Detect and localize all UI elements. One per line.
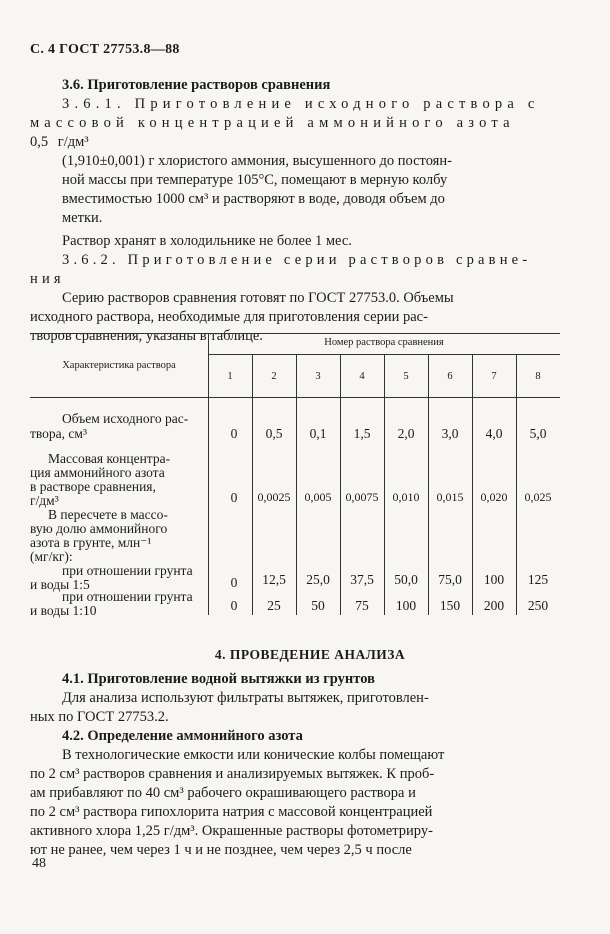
row3-label-4: (мг/кг): [30,549,73,564]
table-num-6: 6 [447,371,453,382]
table-num-7: 7 [491,371,497,382]
row4-label-1: при отношении грунта [62,563,193,578]
row4-val-4: 37,5 [350,572,374,587]
row2-val-3: 0,005 [304,490,332,504]
p362-text-3: творов сравнения, указаны в таблице. [30,328,263,344]
row1-label-2: твора, см³ [30,426,88,441]
row5-val-6: 150 [439,598,461,613]
row1-val-8: 5,0 [529,426,547,441]
storage-note: Раствор хранят в холодильнике не более 1 мес. [62,233,352,249]
p362-text-1: Серию растворов сравнения готовят по ГОСТ 27753.0. Объемы [62,290,454,306]
row2-val-5: 0,010 [392,490,420,504]
row4-val-6: 75,0 [438,572,462,587]
p42-text-5: активного хлора 1,25 г/дм³. Окрашенные растворы фотометриру- [30,823,433,839]
p361-line2: массовой концентрацией аммонийного азота [30,115,515,131]
row5-val-7: 200 [483,598,505,613]
row5-val-1: 0 [230,598,238,613]
row2-label-4: г/дм³ [30,493,59,508]
row2-label-2: ция аммонийного азота [30,465,165,480]
row1-val-1: 0 [230,426,238,441]
p42-text-3: ам прибавляют по 40 см³ рабочего окрашивающего раствора и [30,785,416,801]
section-3-6-title: 3.6. Приготовление растворов сравнения [62,77,331,93]
p41-text-1: Для анализа используют фильтраты вытяжек, приготовлен- [62,690,429,706]
row4-val-7: 100 [483,572,505,587]
p41-text-2: ных по ГОСТ 27753.2. [30,709,169,725]
row5-label-1: при отношении грунта [62,589,193,604]
row1-val-5: 2,0 [397,426,415,441]
table-num-5: 5 [403,371,409,382]
row5-label-2: и воды 1:10 [30,603,97,618]
p42-text-6: ют не ранее, чем через 1 ч и не позднее, чем через 2,5 ч после [30,842,412,858]
row4-val-2: 12,5 [262,572,286,587]
p361-text-1: (1,910±0,001) г хлористого аммония, высушенного до постоян- [62,153,452,169]
table-top-rule [30,333,560,334]
row4-label-2: и воды 1:5 [30,577,90,592]
page-header: С. 4 ГОСТ 27753.8—88 [30,42,180,57]
row1-val-7: 4,0 [485,426,503,441]
p42-text-4: по 2 см³ раствора гипохлорита натрия с массовой концентрацией [30,804,433,820]
row1-label-1: Объем исходного рас- [62,411,189,426]
row5-val-2: 25 [267,598,281,613]
p362-line1: 3.6.2. Приготовление серии растворов сравне- [62,252,532,268]
row2-label-3: в растворе сравнения, [30,479,156,494]
p361-line1: 3.6.1. Приготовление исходного раствора с [62,96,540,112]
row1-val-4: 1,5 [353,426,371,441]
row2-label-1: Массовая концентра- [48,451,171,466]
p42-text-1: В технологические емкости или конические колбы помещают [62,747,445,763]
p361-text-2: ной массы при температуре 105°С, помещают в мерную колбу [62,172,448,188]
row1-val-2: 0,5 [265,426,283,441]
table-header-rule [30,397,560,398]
section-4-2-title: 4.2. Определение аммонийного азота [62,728,303,744]
row5-val-3: 50 [311,598,325,613]
row1-val-6: 3,0 [441,426,459,441]
section-4-1-title: 4.1. Приготовление водной вытяжки из грунтов [62,671,375,687]
row4-val-3: 25,0 [306,572,330,587]
row5-val-5: 100 [395,598,417,613]
row3-label-3: азота в грунте, млн⁻¹ [30,535,152,550]
row2-val-7: 0,020 [480,490,508,504]
row2-val-4: 0,0075 [345,490,379,504]
row5-val-4: 75 [355,598,369,613]
table-col-header-group: Номер раствора сравнения [324,337,444,348]
table-col-header-left: Характеристика раствора [62,360,176,371]
table-num-3: 3 [315,371,321,382]
row2-val-6: 0,015 [436,490,464,504]
row4-val-8: 125 [527,572,549,587]
row4-val-1: 0 [230,575,238,590]
table-num-8: 8 [535,371,541,382]
row5-val-8: 250 [527,598,549,613]
page-number: 48 [32,856,46,871]
row2-val-1: 0 [230,490,238,505]
row4-val-5: 50,0 [394,572,418,587]
p361-text-3: вместимостью 1000 см³ и растворяют в воде, доводя объем до [62,191,445,207]
p362-text-2: исходного раствора, необходимые для приготовления серии рас- [30,309,428,325]
table-num-4: 4 [359,371,365,382]
row1-val-3: 0,1 [309,426,327,441]
section-4-title: 4. ПРОВЕДЕНИЕ АНАЛИЗА [214,647,406,662]
p361-line3: 0,5 г/дм³ [30,134,89,150]
p42-text-2: по 2 см³ растворов сравнения и анализируемых вытяжек. К проб- [30,766,435,782]
p361-text-4: метки. [62,210,103,226]
row2-val-8: 0,025 [524,490,552,504]
p362-line2: ния [30,271,65,287]
row3-label-2: вую долю аммонийного [30,521,168,536]
row2-val-2: 0,0025 [257,490,291,504]
table-num-1: 1 [227,371,233,382]
row3-label-1: В пересчете в массо- [48,507,168,522]
table-num-2: 2 [271,371,277,382]
